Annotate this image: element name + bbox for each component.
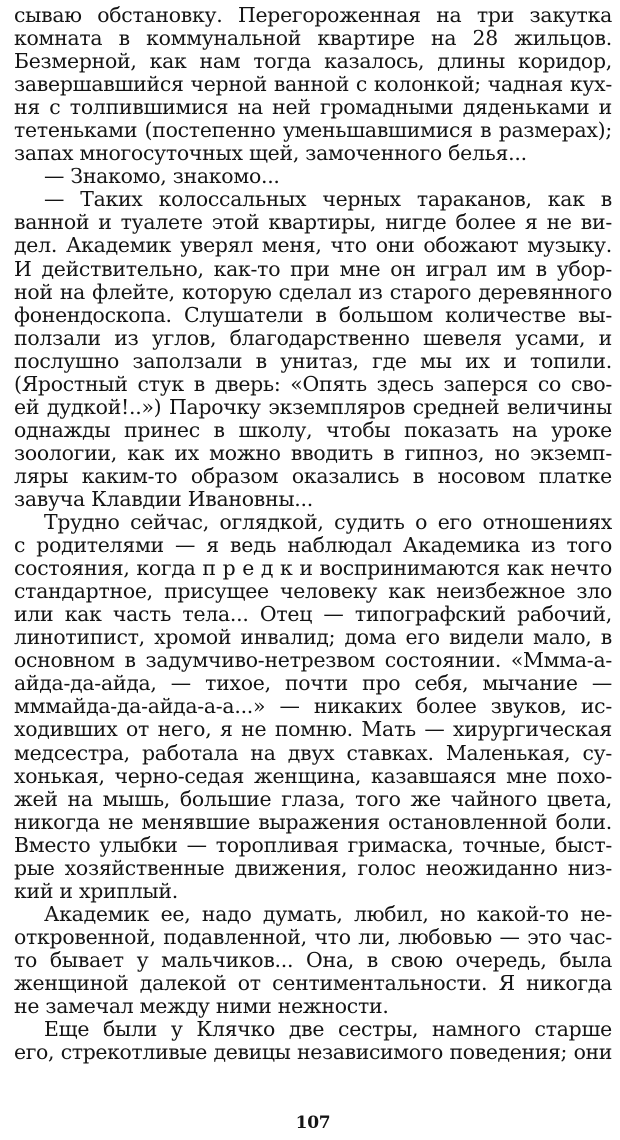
text-line: ванной и туалете этой квартиры, нигде более я не ви-	[14, 211, 612, 235]
text-line: женщиной далекой от сентиментальности. Я никогда	[14, 971, 612, 995]
text-line: И действительно, как-то при мне он играл им в убор-	[14, 257, 612, 281]
text-line: основном в задумчиво-нетрезвом состоянии. «Ммма-а-	[14, 649, 612, 673]
text-line: Трудно сейчас, оглядкой, судить о его отношениях	[44, 511, 612, 535]
text-line: жей на мышь, большие глаза, того же чайного цвета,	[14, 787, 612, 811]
text-line: комната в коммунальной квартире на 28 жильцов.	[14, 27, 612, 51]
text-line: ползали из углов, благодарственно шевеля усами, и	[14, 326, 612, 350]
text-line: Безмерной, как нам тогда казалось, длины коридор,	[14, 50, 612, 74]
text-line: — Таких колоссальных черных тараканов, как в	[44, 188, 612, 212]
text-line: ляры каким-то образом оказались в носовом платке	[14, 464, 612, 488]
text-line: айда-да-айда, — тихое, почти про себя, мычание —	[14, 672, 612, 696]
text-line: зоологии, как их можно вводить в гипноз, но экземп-	[14, 441, 612, 465]
text-line: завуча Клавдии Ивановны...	[14, 487, 313, 511]
text-line: стандартное, присущее человеку как неизбежное зло	[14, 580, 612, 604]
text-line: Еще были у Клячко две сестры, намного старше	[44, 1018, 612, 1042]
text-line: его, стрекотливые девицы независимого поведения; они	[14, 1041, 612, 1065]
book-page	[14, 4, 612, 1134]
text-line: тетеньками (постепенно уменьшавшимися в размерах);	[14, 119, 612, 143]
text-line: не замечал между ними нежности.	[14, 995, 389, 1019]
text-line: Вместо улыбки — торопливая гримаска, точные, быст-	[14, 833, 612, 857]
text-line: ходивших от него, я не помню. Мать — хирургическая	[14, 718, 612, 742]
text-line: запах многосуточных щей, замоченного белья...	[14, 142, 527, 166]
page-number: 107	[295, 1113, 331, 1133]
text-line: послушно заползали в унитаз, где мы их и топили.	[14, 349, 612, 373]
text-line: ей дудкой!..») Парочку экземпляров средней величины	[14, 395, 612, 419]
text-line: медсестра, работала на двух ставках. Маленькая, су-	[14, 741, 612, 765]
text-line: дел. Академик уверял меня, что они обожают музыку.	[14, 234, 612, 258]
text-line: линотипист, хромой инвалид; дома его видели мало, в	[14, 626, 612, 650]
text-line: состояния, когда п р е д к и воспринимаются как нечто	[14, 557, 612, 581]
text-line: рые хозяйственные движения, голос неожиданно низ-	[14, 856, 612, 880]
text-line: хонькая, черно-седая женщина, казавшаяся мне похо-	[14, 764, 612, 788]
text-line: — Знакомо, знакомо...	[44, 165, 280, 189]
text-line: с родителями — я ведь наблюдал Академика из того	[14, 534, 612, 558]
text-line: однажды принес в школу, чтобы показать на уроке	[14, 418, 612, 442]
text-line: фонендоскопа. Слушатели в большом количестве вы-	[14, 303, 612, 327]
text-line: (Яростный стук в дверь: «Опять здесь заперся со сво-	[14, 372, 612, 396]
text-line: мммайда-да-айда-а-а...» — никаких более звуков, ис-	[14, 695, 612, 719]
text-line: никогда не менявшие выражения остановленной боли.	[14, 810, 612, 834]
text-line: завершавшийся черной ванной с колонкой; чадная кух-	[14, 73, 612, 97]
text-line: Академик ее, надо думать, любил, но какой-то не-	[44, 902, 612, 926]
text-line: откровенной, подавленной, что ли, любовью — это час-	[14, 925, 612, 949]
body-text	[14, 4, 612, 1064]
text-line: ной на флейте, которую сделал из старого деревянного	[14, 280, 612, 304]
text-line: или как часть тела... Отец — типографский рабочий,	[14, 603, 612, 627]
text-line: кий и хриплый.	[14, 879, 178, 903]
text-line: то бывает у мальчиков... Она, в свою очередь, была	[14, 948, 612, 972]
text-line: ня с толпившимися на ней громадными дяденьками и	[14, 96, 612, 120]
text-line: сываю обстановку. Перегороженная на три закутка	[14, 4, 612, 27]
